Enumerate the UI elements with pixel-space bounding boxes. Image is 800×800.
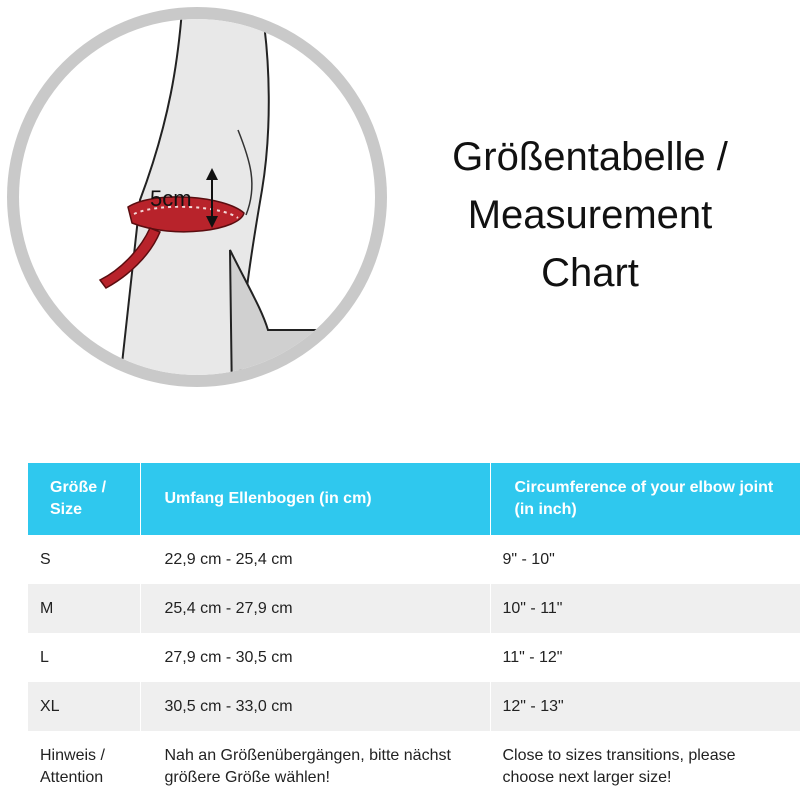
- cell-size: M: [28, 584, 140, 633]
- table-header-row: [28, 463, 800, 535]
- cell-inch: 10" - 11": [490, 584, 800, 633]
- cell-inch: 11" - 12": [490, 633, 800, 682]
- cell-cm: 22,9 cm - 25,4 cm: [140, 535, 490, 584]
- cell-cm: 30,5 cm - 33,0 cm: [140, 682, 490, 731]
- cell-cm: 27,9 cm - 30,5 cm: [140, 633, 490, 682]
- size-table: [28, 463, 800, 799]
- measure-label: 5cm: [150, 186, 192, 211]
- cell-cm: 25,4 cm - 27,9 cm: [140, 584, 490, 633]
- title-line-3: Chart: [541, 251, 639, 295]
- cell-inch: 12" - 13": [490, 682, 800, 731]
- cell-inch: 9" - 10": [490, 535, 800, 584]
- note-en: Close to sizes transitions, please choose next larger size!: [490, 731, 800, 799]
- cell-size: L: [28, 633, 140, 682]
- title-line-2: Measurement: [467, 193, 713, 237]
- title-line-1: Größentabelle /: [452, 135, 728, 179]
- note-row: [28, 731, 800, 799]
- elbow-measurement-illustration: [0, 0, 400, 400]
- table-row: [28, 535, 800, 584]
- table-row: [28, 633, 800, 682]
- header-inch: Circumference of your elbow joint (in inch): [490, 463, 800, 535]
- note-label: Hinweis / Attention: [28, 731, 140, 799]
- page-title: [400, 128, 780, 302]
- header-cm: Umfang Ellenbogen (in cm): [140, 463, 490, 535]
- table-row: [28, 682, 800, 731]
- table-row: [28, 584, 800, 633]
- note-de: Nah an Größenübergängen, bitte nächst größere Größe wählen!: [140, 731, 490, 799]
- cell-size: S: [28, 535, 140, 584]
- header-size: Größe / Size: [28, 463, 140, 535]
- cell-size: XL: [28, 682, 140, 731]
